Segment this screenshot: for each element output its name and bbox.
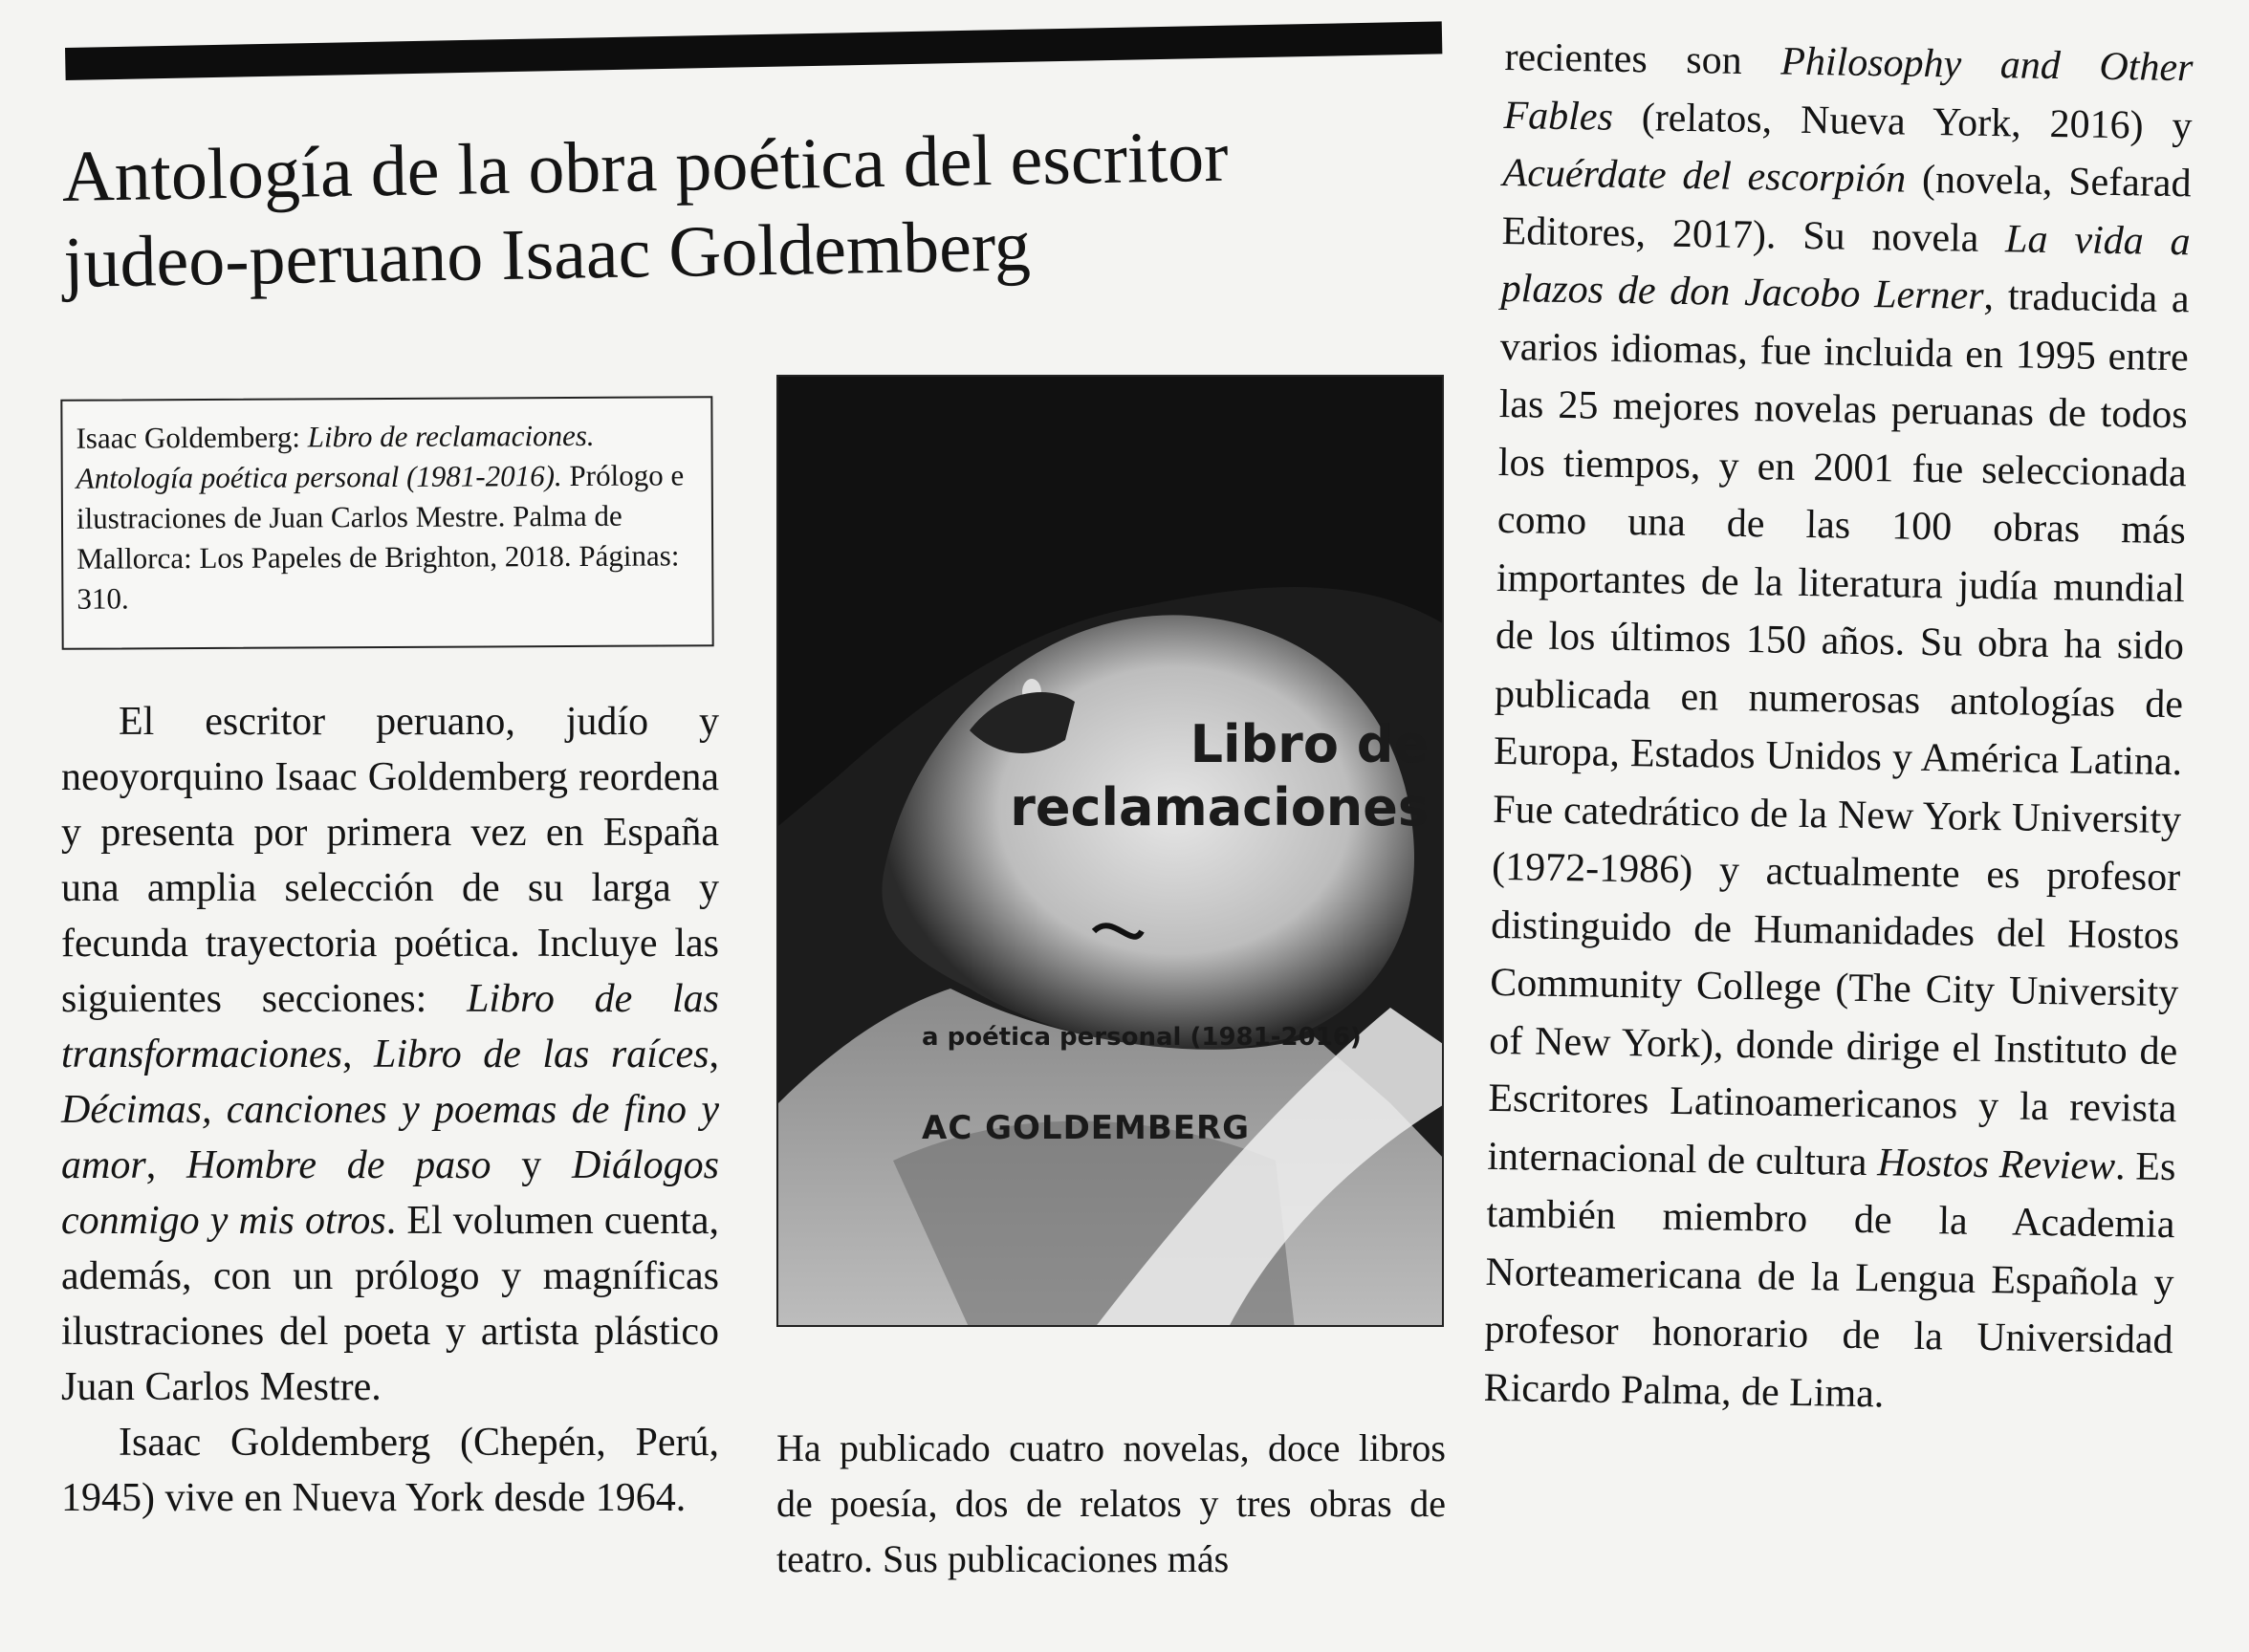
text-run: , traducida a varios idiomas, fue incluida en 1995 entre las 25 mejores novelas peruanas de todos los tiempos, y en 2001 fue seleccionada como una de las 100 obras más importantes de la literatura judía mundial de los últimos 150 años. Su obra ha sido publicada en numerosas antologías de Europa, Estados Unidos y América Latina. Fue catedrático de la New York University (1972-1986) y actualmente es profesor distinguido de Humanidades del Hostos Community College (The City University of New York), donde dirige el Instituto de Escritores Latinoamericanos y la revista internacional de cultura [1487,273,2190,1185]
text-run: , [342,1032,374,1076]
text-run: y [491,1143,573,1187]
headline-line-2: judeo-peruano Isaac Goldemberg [62,206,1032,303]
text-run: . El volumen cuenta, además, con un prólogo y magníficas ilustraciones del poeta y artista plástico Juan Carlos Mestre. [61,1199,719,1409]
cover-title-line-1: Libro de [1190,714,1429,774]
article-headline [61,110,1422,306]
paragraph: Ha publicado cuatro novelas, doce libros de poesía, dos de relatos y tres obras de teatro. Sus publicaciones más [776,1426,1446,1580]
book-title: Libro de las transformaciones [61,977,720,1076]
text-run: (novela, Sefarad Editores, 2017). Su novela [1501,157,2192,261]
body-column-right [1483,29,2194,1427]
journal-title: Hostos Review [1876,1140,2116,1188]
book-title: Diálogos conmigo y mis otros [61,1143,720,1243]
cover-illustration [778,377,1444,1327]
text-run: recientes son [1504,34,1781,84]
book-title: Hombre de paso [186,1143,491,1187]
paragraph: Isaac Goldemberg (Chepén, Perú, 1945) vive en Nueva York desde 1964. [61,1421,719,1520]
text-run: . Es también miembro de la Academia Norteamericana de la Lengua Española y profesor honorario de la Universidad Ricardo Palma, de Lima. [1483,1143,2176,1416]
headline-line-1: Antología de la obra poética del escritor [61,116,1230,217]
text-run: , [709,1032,719,1076]
caption-title-2: Antología poética personal (1981-2016). [76,459,562,495]
body-column-middle [776,1421,1446,1587]
paragraph [1483,29,2194,1427]
text-run: , [145,1143,186,1187]
cover-title [950,713,1429,839]
caption-title-1: Libro de reclamaciones. [307,418,595,454]
cover-title-line-2: reclamaciones [1010,777,1429,837]
caption-author: Isaac Goldemberg: [76,420,308,455]
paragraph [61,694,719,1415]
header-rule [65,21,1442,80]
text-run: El escritor peruano, judío y neoyorquino Isaac Goldemberg reordena y presenta por primera vez en España una amplia selección de su larga y fecunda trayectoria poética. Incluye las siguientes secciones: [61,700,719,1021]
cover-subtitle: a poética personal (1981-2016) [922,1023,1362,1052]
body-column-left [61,694,719,1526]
cover-author: AC GOLDEMBERG [922,1109,1251,1147]
book-title: Philosophy and Other Fables [1503,39,2194,140]
book-title: La vida a plazos de don Jacobo Lerner [1500,216,2191,318]
book-cover-image [776,375,1444,1327]
book-title: Acuérdate del escorpión [1502,150,1907,202]
caption-details: Prólogo e ilustraciones de Juan Carlos Mestre. Palma de Mallorca: Los Papeles de Brighton, 2018. Páginas: 310. [76,458,685,616]
book-info-box [60,396,713,650]
book-title: Libro de las raíces [373,1032,710,1076]
text-run: (relatos, Nueva York, 2016) y [1612,95,2193,148]
book-title: Décimas, canciones y poemas de fino y amor [61,1088,719,1187]
